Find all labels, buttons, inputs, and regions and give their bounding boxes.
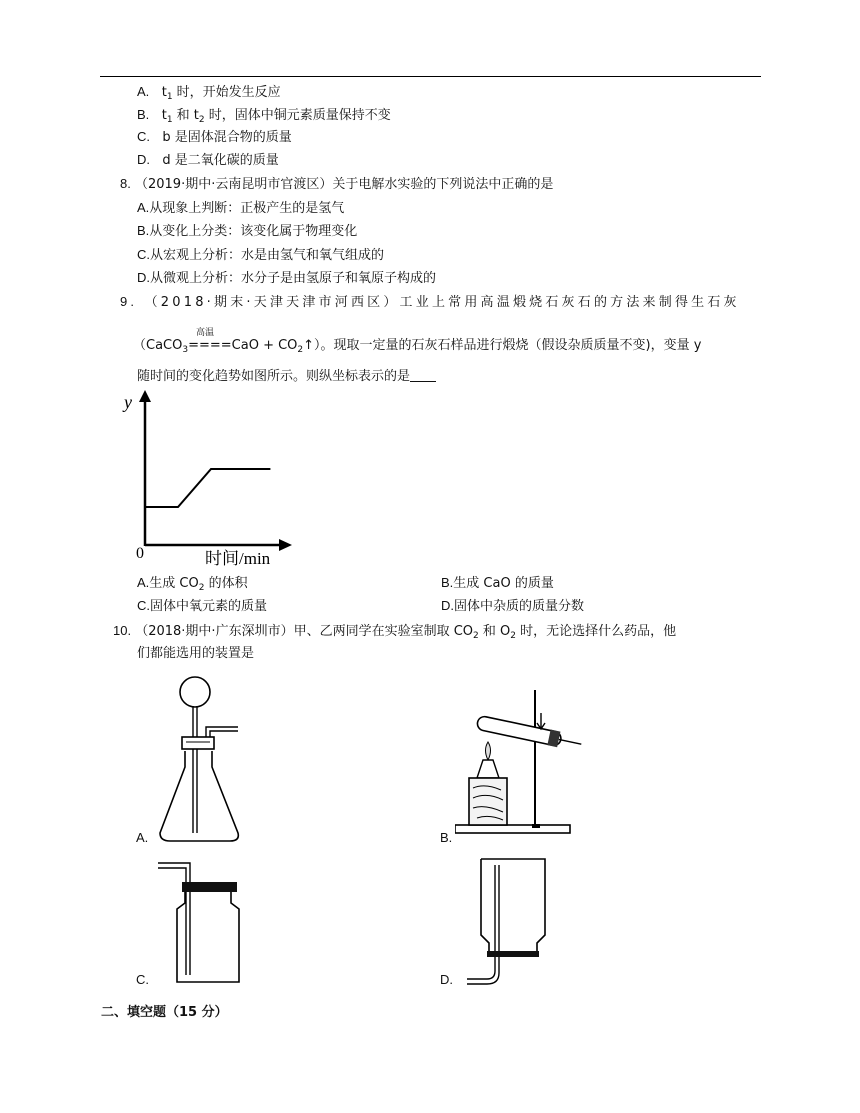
q7-option-d: D. d 是二氧化碳的质量	[137, 152, 279, 168]
q9-stem-line1: 9. （2018·期末·天津天津市河西区）工业上常用高温煅烧石灰石的方法来制得生石灰	[120, 294, 740, 310]
q9-option-d: D.固体中杂质的质量分数	[441, 598, 585, 614]
q9-line-series	[146, 469, 270, 507]
q9-option-c: C.固体中氧元素的质量	[137, 598, 268, 614]
y-axis-arrow	[139, 390, 151, 402]
q9-graph	[118, 388, 298, 573]
x-axis-arrow	[279, 539, 292, 551]
q8-option-b: B.从变化上分类：该变化属于物理变化	[137, 223, 358, 239]
header-rule	[100, 76, 761, 77]
q10-option-d: D.	[440, 972, 453, 987]
q10-stem-line1: 10. （2018·期中·广东深圳市）甲、乙两同学在实验室制取 $CO_2$ 和 $O_2$ 时，无论选择什么药品，他	[113, 623, 677, 641]
q9-stem-line3: 随时间的变化趋势如图所示。则纵坐标表示的是	[137, 367, 436, 386]
q7-option-a: A. $t_1$ 时，开始发生反应	[137, 84, 281, 102]
q8-option-c: C.从宏观上分析：水是由氢气和氧气组成的	[137, 247, 385, 263]
q10-option-b: B.	[440, 830, 453, 845]
q10-option-a: A.	[136, 830, 149, 845]
answer-blank[interactable]	[410, 367, 436, 382]
q7-option-c: C. b 是固体混合物的质量	[137, 129, 292, 145]
y-axis-label: y	[124, 392, 132, 412]
q9-condition: 高温	[196, 328, 215, 338]
q8-option-a: A.从现象上判断：正极产生的是氢气	[137, 200, 345, 216]
origin-label: 0	[136, 545, 144, 562]
q10-option-c: C.	[136, 972, 149, 987]
q8-stem: 8. （2019·期中·云南昆明市官渡区）关于电解水实验的下列说法中正确的是	[120, 176, 554, 192]
q9-equation-line: （CaCO$_3$====CaO + $CO_2↑$）。现取一定量的石灰石样品进行煅烧（假设杂质质量不变)，变量 y	[133, 338, 702, 355]
section-2-heading: 二、填空题（15 分）	[101, 1005, 228, 1020]
apparatus-b	[455, 688, 595, 838]
apparatus-d	[465, 855, 560, 990]
apparatus-a	[150, 675, 260, 845]
x-axis-label: 时间/min	[205, 549, 271, 568]
q10-stem-line2: 们都能选用的装置是	[137, 646, 255, 661]
apparatus-c	[155, 855, 250, 985]
q8-option-d: D.从微观上分析：水分子是由氢原子和氧原子构成的	[137, 270, 437, 286]
q9-option-b: B.生成 CaO 的质量	[441, 575, 554, 591]
q9-option-a: A.生成 $CO_2$ 的体积	[137, 575, 248, 593]
q7-option-b: B. $t_1$ 和 $t_2$ 时，固体中铜元素质量保持不变	[137, 107, 391, 125]
